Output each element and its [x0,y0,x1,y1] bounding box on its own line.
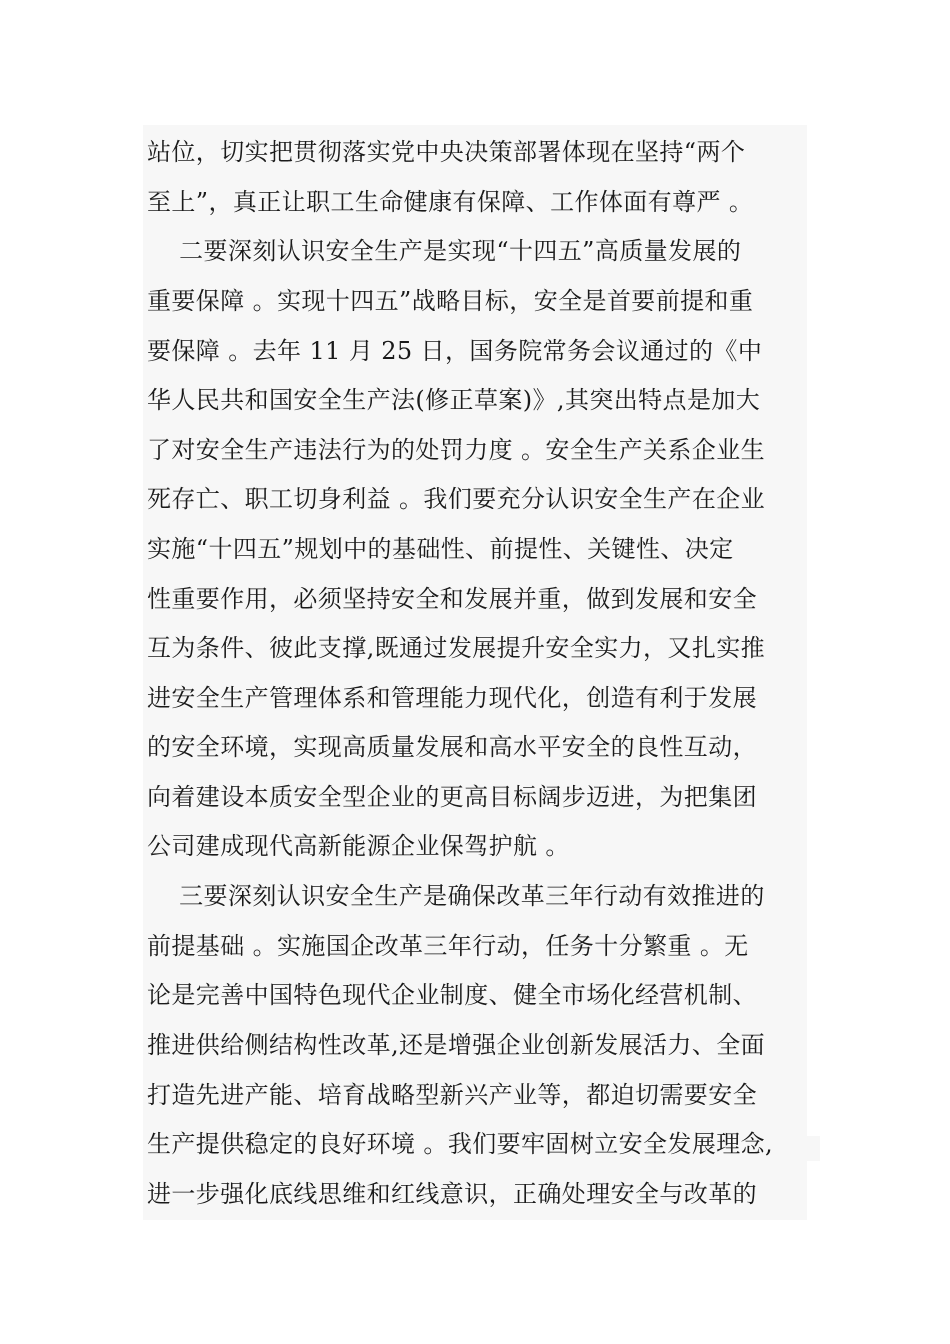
text-block-overflow [800,1136,820,1161]
text-line: 向着建设本质安全型企业的更高目标阔步迈进，为把集团 [147,783,757,811]
text-line: 要保障 。去年 11 月 25 日，国务院常务会议通过的《中 [147,337,763,365]
text-line: 的安全环境，实现高质量发展和高水平安全的良性互动， [147,733,757,761]
text-line: 实施“十四五”规划中的基础性、前提性、关键性、决定 [147,535,734,563]
text-line: 前提基础 。实施国企改革三年行动，任务十分繁重 。无 [147,932,749,960]
text-line: 死存亡、职工切身利益 。我们要充分认识安全生产在企业 [147,485,766,513]
text-line: 重要保障 。实现十四五”战略目标，安全是首要前提和重 [147,287,754,315]
text-line: 打造先进产能、培育战略型新兴产业等，都迫切需要安全 [147,1081,757,1109]
text-line: 生产提供稳定的良好环境 。我们要牢固树立安全发展理念, [147,1130,774,1158]
text-line: 至上”，真正让职工生命健康有保障、工作体面有尊严 。 [147,188,754,216]
text-line: 论是完善中国特色现代企业制度、健全市场化经营机制、 [147,981,757,1009]
text-line: 站位，切实把贯彻落实党中央决策部署体现在坚持“两个 [147,138,746,166]
text-line: 公司建成现代高新能源企业保驾护航 。 [147,832,570,860]
text-line: 推进供给侧结构性改革,还是增强企业创新发展活力、全面 [147,1031,766,1059]
text-line: 互为条件、彼此支撑,既通过发展提升安全实力，又扎实推 [147,634,766,662]
text-line: 进一步强化底线思维和红线意识，正确处理安全与改革的 [147,1180,757,1208]
paragraph-start-line: 二要深刻认识安全生产是实现“十四五”高质量发展的 [147,237,742,265]
text-line: 进安全生产管理体系和管理能力现代化，创造有利于发展 [147,684,757,712]
text-line: 了对安全生产违法行为的处罚力度 。安全生产关系企业生 [147,436,766,464]
text-line: 性重要作用，必须坚持安全和发展并重，做到发展和安全 [147,585,757,613]
paragraph-start-line: 三要深刻认识安全生产是确保改革三年行动有效推进的 [147,882,765,910]
text-line: 华人民共和国安全生产法(修正草案)》,其突出特点是加大 [147,386,761,414]
